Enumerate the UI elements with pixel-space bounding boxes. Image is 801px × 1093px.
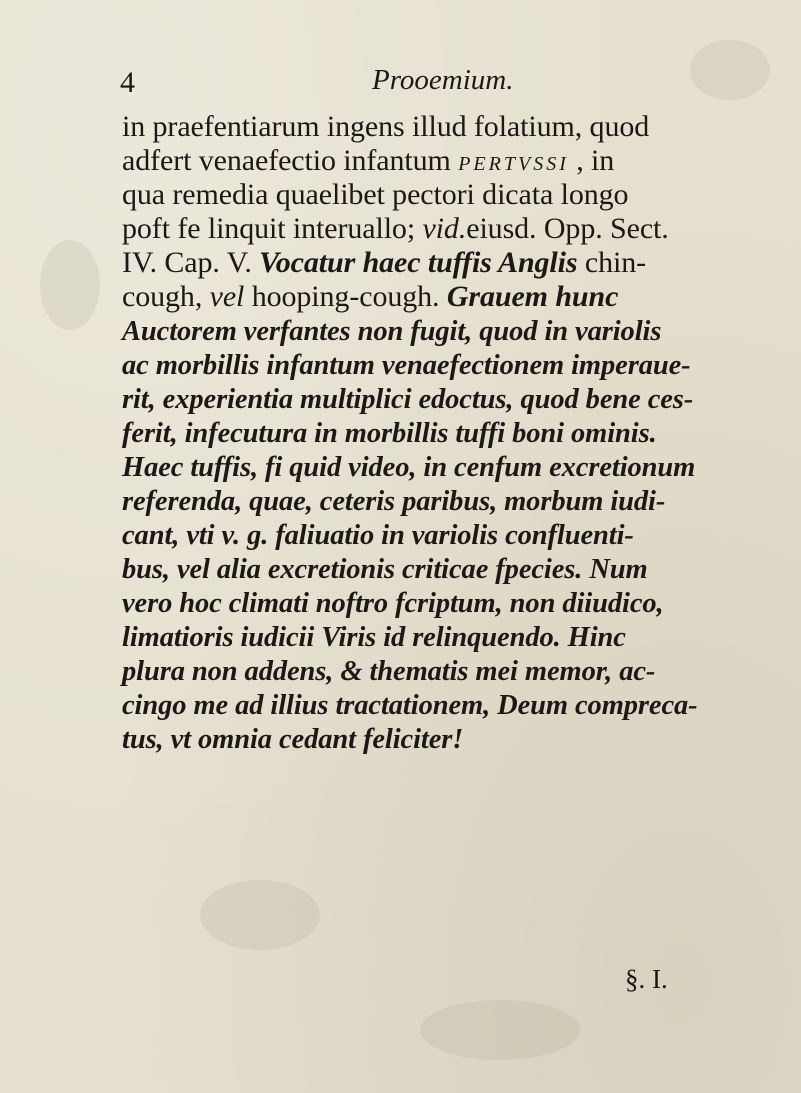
text-line (122, 144, 614, 181)
text-line (122, 110, 649, 144)
text-line: cingo me ad illius tractationem, Deum compreca- (122, 690, 698, 721)
text-line: limatioris iudicii Viris id relinquendo. Hinc (122, 622, 626, 653)
text-line: referenda, quae, ceteris paribus, morbum iudi- (122, 486, 666, 517)
text-line (122, 212, 669, 246)
text-run: qua remedia quaelibet pectori dicata longo (122, 178, 629, 211)
paper-stain (690, 40, 770, 100)
italic-run: Vocatur haec tuffis Anglis (259, 246, 578, 279)
text-line: cant, vti v. g. faliuatio in variolis confluenti- (122, 520, 634, 551)
paper-stain (200, 880, 320, 950)
text-line: Haec tuffis, fi quid video, in cenfum excretionum (122, 452, 696, 483)
italic-run: vel (209, 280, 245, 313)
text-line: plura non addens, & thematis mei memor, ac- (122, 656, 656, 687)
text-line: ac morbillis infantum venaefectionem imperaue- (122, 350, 691, 381)
text-line: vero hoc climati noftro fcriptum, non diiudico, (122, 588, 664, 619)
text-line: bus, vel alia excretionis criticae fpecies. Num (122, 554, 648, 585)
italic-run: vid. (422, 212, 467, 245)
text-run: hooping-cough. (244, 280, 447, 313)
text-run: adfert venaefectio infantum (122, 144, 459, 177)
paper-stain (420, 1000, 580, 1060)
text-line (122, 280, 618, 314)
text-run: IV. Cap. V. (122, 246, 260, 279)
text-line (122, 178, 628, 212)
text-run: chin- (577, 246, 647, 279)
text-line (122, 246, 646, 280)
text-run: , in (568, 144, 615, 177)
running-title: Prooemium. (372, 64, 514, 96)
italic-run: Grauem hunc (446, 280, 619, 313)
page-number: 4 (120, 66, 135, 99)
text-run: in praefentiarum ingens illud folatium, quod (122, 110, 650, 143)
catchword: §. I. (625, 964, 668, 994)
small-caps-word: PERTVSSI (458, 153, 569, 175)
text-line: Auctorem verfantes non fugit, quod in variolis (122, 316, 662, 347)
text-run: cough, (122, 280, 210, 313)
text-run: poft fe linquit interuallo; (122, 212, 423, 245)
text-line: ferit, infecutura in morbillis tuffi boni ominis. (122, 418, 657, 449)
paper-stain (40, 240, 100, 330)
text-line: rit, experientia multiplici edoctus, quod bene ces- (122, 384, 694, 415)
text-line: tus, vt omnia cedant feliciter! (122, 724, 464, 755)
text-run: eiusd. Opp. Sect. (466, 212, 669, 245)
